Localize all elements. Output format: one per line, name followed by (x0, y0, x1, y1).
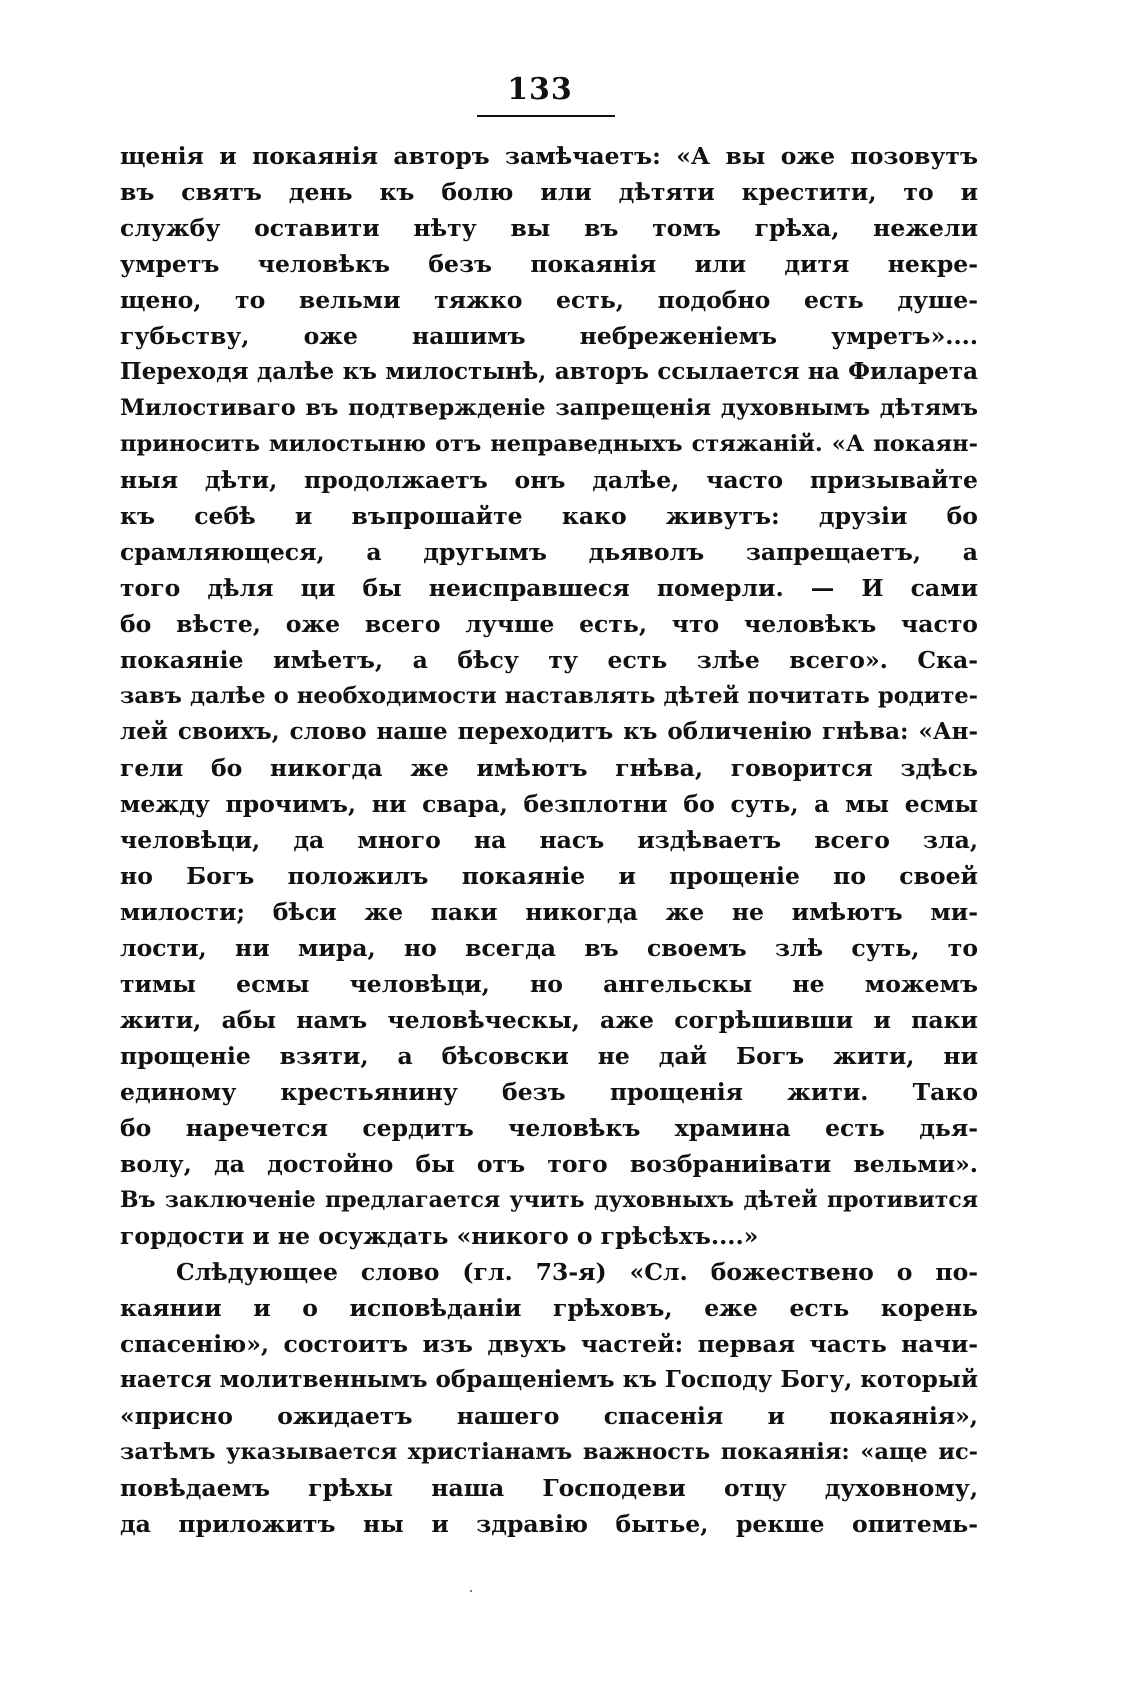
paper-speck (470, 1590, 472, 1592)
text-line: губьству, оже нашимъ небреженіемъ умретъ».... (120, 322, 978, 350)
text-line: «присно ожидаетъ нашего спасенія и покаянія», (120, 1402, 978, 1430)
text-line: человѣци, да много на насъ издѣваетъ всего зла, (120, 826, 978, 854)
text-line: каянии и о исповѣданіи грѣховъ, еже есть корень (120, 1294, 978, 1322)
text-line: волу, да достойно бы отъ того возбраниівати вельми». (120, 1150, 978, 1178)
text-line: ныя дѣти, продолжаетъ онъ далѣе, часто призывайте (120, 466, 978, 494)
text-line: гели бо никогда же имѣютъ гнѣва, говорится здѣсь (120, 754, 978, 782)
text-line: умретъ человѣкъ безъ покаянія или дитя некре- (120, 250, 978, 278)
text-line: да приложитъ ны и здравію бытье, рекше опитемь- (120, 1510, 978, 1538)
text-line: завъ далѣе о необходимости наставлять дѣтей почитать родите- (120, 683, 978, 709)
text-line: бо вѣсте, оже всего лучше есть, что человѣкъ часто (120, 610, 978, 638)
text-line: щено, то вельми тяжко есть, подобно есть душе- (120, 286, 978, 314)
text-line-paragraph-start: Слѣдующее слово (гл. 73-я) «Сл. божествено о по- (176, 1258, 978, 1286)
text-line: милости; бѣси же паки никогда же не имѣютъ ми- (120, 898, 978, 926)
text-line: единому крестьянину безъ прощенія жити. Тако (120, 1078, 978, 1106)
text-line: срамляющеся, а другымъ дьяволъ запрещаетъ, а (120, 538, 978, 566)
text-line: щенія и покаянія авторъ замѣчаетъ: «А вы оже позовутъ (120, 142, 978, 170)
text-line: жити, абы намъ человѣческы, аже согрѣшивши и паки (120, 1006, 978, 1034)
body-text (120, 138, 978, 1542)
text-line: Переходя далѣе къ милостынѣ, авторъ ссылается на Филарета (120, 358, 978, 385)
text-line: спасенію», состоитъ изъ двухъ частей: первая часть начи- (120, 1330, 978, 1358)
text-line: но Богъ положилъ покаяніе и прощеніе по своей (120, 862, 978, 890)
text-line: приносить милостыню отъ неправедныхъ стяжаній. «А покаян- (120, 431, 978, 457)
text-line: покаяніе имѣетъ, а бѣсу ту есть злѣе всего». Ска- (120, 646, 978, 674)
text-line: въ святъ день къ болю или дѣтяти крестити, то и (120, 178, 978, 206)
text-line: тимы есмы человѣци, но ангельскы не можемъ (120, 970, 978, 998)
text-line: гордости и не осуждать «никого о грѣсѣхъ....» (120, 1222, 759, 1250)
text-line: затѣмъ указывается христіанамъ важность покаянія: «аще ис- (120, 1439, 978, 1465)
text-line: бо наречется сердитъ человѣкъ храмина есть дья- (120, 1114, 978, 1142)
text-line: лей своихъ, слово наше переходитъ къ обличенію гнѣва: «Ан- (120, 718, 978, 745)
text-line: нается молитвеннымъ обращеніемъ къ Господу Богу, который (120, 1366, 978, 1393)
page-number-rule (477, 115, 615, 117)
text-line: того дѣля ци бы неисправшеся померли. — И сами (120, 574, 978, 602)
text-line: Въ заключеніе предлагается учить духовныхъ дѣтей противится (120, 1187, 978, 1213)
text-line: лости, ни мира, но всегда въ своемъ злѣ суть, то (120, 934, 978, 962)
text-line: службу оставити нѣту вы въ томъ грѣха, нежели (120, 214, 978, 242)
text-line: повѣдаемъ грѣхы наша Господеви отцу духовному, (120, 1474, 978, 1502)
text-line: къ себѣ и въпрошайте како живутъ: друзіи бо (120, 502, 978, 530)
text-line: между прочимъ, ни свара, безплотни бо суть, а мы есмы (120, 790, 978, 818)
page-number: 133 (507, 72, 573, 107)
text-line: прощеніе взяти, а бѣсовски не дай Богъ жити, ни (120, 1042, 978, 1070)
text-line: Милостиваго въ подтвержденіе запрещенія духовнымъ дѣтямъ (120, 395, 978, 421)
